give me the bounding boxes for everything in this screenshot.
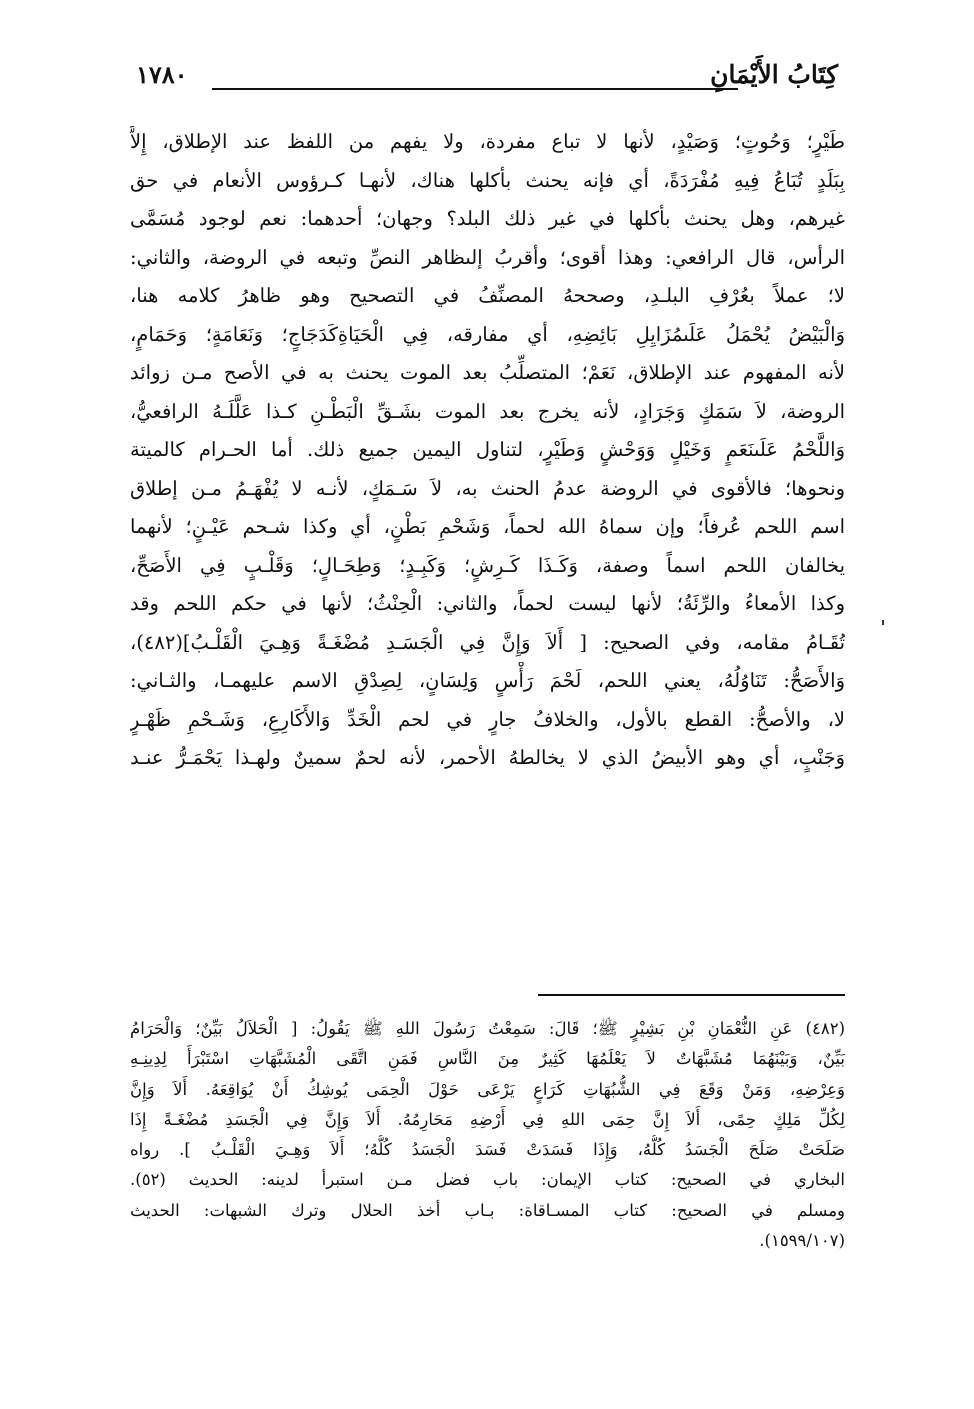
- footnote-separator: [538, 994, 845, 996]
- text-line: لأنه المفهوم عند الإطلاق، نَعَمْ؛ المتصلِّبُ بعد الموت يحنث به في الأصح مـن زوائد: [130, 361, 845, 384]
- main-text: [130, 123, 845, 778]
- text-line: الروضة، لاَ سَمَكٍ وَجَرَادٍ، لأنه يخرج بعد الموت بشَـقِّ الْبَطْـنِ كـذا عَلَّلَـهُ الرافعيُّ،: [130, 399, 845, 423]
- text-line: ونحوها؛ فالأقوى في الروضة عدمُ الحنث به، لاَ سَـمَكٍ، لأنـه لا يُفْهَـمُ مـن إطلاق: [130, 476, 845, 500]
- text-line: وَالْبَيْضُ يُحْمَلُ عَلَىمُزَايِلِ بَائِضِهِ، أي مفارقه، فِي الْحَيَاةِكَدَجَاجٍ؛ وَنَعَامَةٍ؛ وَحَمَامٍ،: [130, 322, 845, 346]
- page-header: [136, 58, 838, 98]
- text-line: وكذا الأمعاءُ والرِّئَةُ؛ لأنها ليست لحماً، والثاني: الْحِنْثُ؛ لأنها في حكم اللحم وقد: [130, 592, 845, 615]
- text-line: يخالفان اللحم اسماً وصفة، وَكَـذَا كَـرِشٍ؛ وَكَبِـدٍ؛ وَطِحَـالٍ؛ وَقَلْـبٍ فِي الأَصَحِّ،: [130, 553, 845, 577]
- text-line: وَاللَّحْمُ عَلَىنَعَمٍ وَخَيْلٍ وَوَحْشٍ وَطَيْرٍ، لتناول اليمين جميع ذلك. أما الحـرام كالميتة: [130, 438, 845, 461]
- text-line: تُقَـامُ مقامه، وفي الصحيح: [ أَلاَ وَإِنَّ فِي الْجَسَـدِ مُضْغَـةً وَهِـيَ الْقَلْـبُ](٤٨٢)،: [130, 630, 845, 654]
- footnote-line: (٤٨٢) عَنِ النُّعْمَانِ بْنِ بَشِيْرٍ ﷺ؛ قَالَ: سَمِعْتُ رَسُولَ اللهِ ﷺ يَقُولُ: [ الْحَلاَلُ بَيِّنٌ؛ وَالْحَرَامُ: [130, 1019, 845, 1038]
- footnote-line: صَلَحَتْ صَلَحَ الْجَسَدُ كُلُّهُ، وَإِذَا فَسَدَتْ فَسَدَ الْجَسَدُ كُلُّهُ؛ أَلاَ وَهِـيَ الْقَلْـبُ ]. رواه: [130, 1140, 845, 1160]
- page-number: ١٧٨٠: [136, 60, 188, 89]
- footnote-line: لِكُلِّ مَلِكٍ حِمًى، أَلاَ إِنَّ حِمَى اللهِ فِي أَرْضِهِ مَحَارِمُهُ. أَلاَ وَإِنَّ فِي الْجَسَدِ مُضْغَـةً إِذَا: [130, 1109, 845, 1129]
- footnote-line: بَيِّنٌ، وَبَيْنَهُمَا مُشَبَّهَاتٌ لاَ يَعْلَمُهَا كَثِيرٌ مِنَ النَّاسِ فَمَنِ اتَّقَى الْمُشَبَّهَاتِ اسْتَبْرَأَ لِدِينِـهِ: [130, 1049, 845, 1069]
- footnote-line: (١٥٩٩/١٠٧).: [759, 1231, 845, 1251]
- text-line: لا، والأصحُّ: القطع بالأول، والخلافُ جارٍ في لحم الْخَدِّ وَالأَكَارِعِ، وَشَـحْمِ ظَهْـرٍ: [130, 707, 845, 731]
- footnotes: [130, 1014, 845, 1256]
- running-title: كِتَابُ الأَيْمَانِ: [710, 60, 838, 89]
- text-line: وَجَنْبٍ، أي وهو الأبيضُ الذي لا يخالطهُ الأحمر، لأنه لحمٌ سمينٌ ولهـذا يَحْمَـرُّ عنـد: [130, 746, 845, 769]
- text-line: اسم اللحم عُرفاً؛ وإن سماهُ الله لحماً، وَشَحْمِ بَطْنٍ، أي وكذا شـحم عَيْـنٍ؛ لأنهما: [130, 515, 845, 538]
- text-line: طَيْرٍ؛ وَحُوتٍ؛ وَصَيْدٍ، لأنها لا تباع مفردة، ولا يفهم من اللفظ عند الإطلاق، إِلاَّ: [130, 130, 845, 153]
- margin-mark: [882, 620, 884, 625]
- header-rule: [212, 88, 738, 90]
- footnote-line: ومسلم في الصحيح: كتاب المسـاقاة: بـاب أخذ الحلال وترك الشبهات: الحديث: [130, 1200, 845, 1220]
- text-line: لا؛ عملاً بعُرْفِ البلـدِ، وصححهُ المصنِّفُ في التصحيح وهو ظاهرُ كلامه هنا،: [130, 284, 845, 307]
- text-line: الرأس، قال الرافعي: وهذا أقوى؛ وأقربُ إلىظاهر النصِّ وتبعه في الروضة، والثاني:: [130, 245, 845, 269]
- footnote-line: البخاري في الصحيح: كتاب الإيمان: باب فضل مـن استبرأ لدينه: الحديث (٥٢).: [130, 1170, 845, 1190]
- text-line: بِبَلَدٍ تُبَاعُ فِيهِ مُفْرَدَةً، أي فإنه يحنث بأكلها هناك، لأنهـا كـرؤوس الأنعام في حق: [130, 168, 845, 192]
- text-line: غيرهم، وهل يحنث بأكلها في غير ذلك البلد؟ وجهان؛ أحدهما: نعم لوجود مُسَمَّى: [130, 207, 845, 230]
- footnote-line: وَعِرْضِهِ، وَمَنْ وَقَعَ فِي الشُّبُهَاتِ كَرَاعٍ يَرْعَى حَوْلَ الْحِمَى يُوشِكُ أَنْ يُوَاقِعَهُ. أَلاَ وَإِنَّ: [130, 1079, 845, 1099]
- text-line: وَالأَصَحُّ: تَنَاوُلُهُ، يعني اللحم، لَحْمَ رَأْسٍ وَلِسَانٍ، لِصِدْقِ الاسم عليهمـا، والثـاني:: [130, 669, 845, 692]
